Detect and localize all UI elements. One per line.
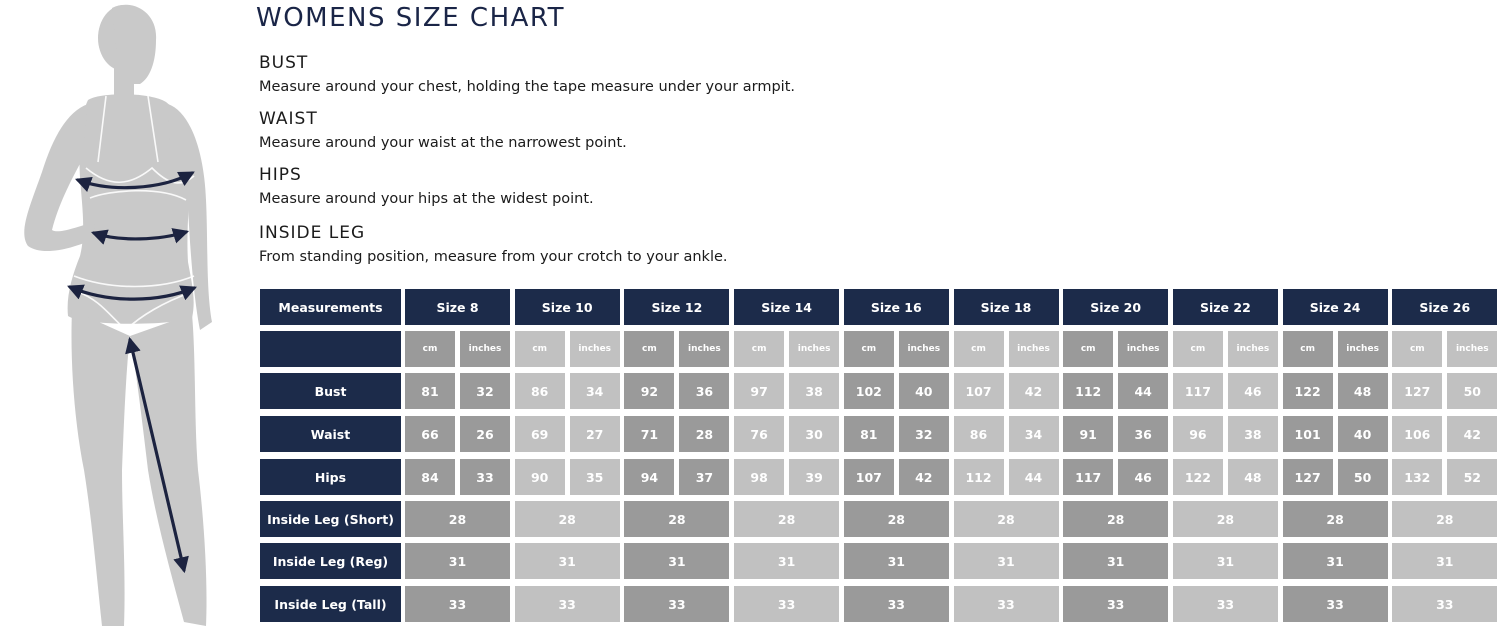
header-size: Size 12	[624, 289, 729, 325]
guide-heading-inside-leg: INSIDE LEG	[259, 223, 366, 243]
guide-bust	[259, 53, 795, 97]
unit-inches-label: inches	[460, 331, 510, 367]
inside-leg-value: 31	[1173, 543, 1278, 579]
inside-leg-value: 31	[1063, 543, 1168, 579]
bust-cm-value: 127	[1392, 373, 1442, 409]
unit-cm-label: cm	[844, 331, 894, 367]
unit-cm-label: cm	[405, 331, 455, 367]
header-size: Size 18	[954, 289, 1059, 325]
bust-inches-value: 40	[899, 373, 949, 409]
row-label-inside-leg: Inside Leg (Short)	[260, 501, 401, 537]
waist-cm-value: 91	[1063, 416, 1113, 452]
waist-inches-value: 28	[679, 416, 729, 452]
hips-cm-value: 98	[734, 459, 784, 495]
hips-inches-value: 39	[789, 459, 839, 495]
header-size: Size 26	[1392, 289, 1497, 325]
bust-cm-value: 92	[624, 373, 674, 409]
waist-inches-value: 27	[570, 416, 620, 452]
hips-inches-value: 44	[1009, 459, 1059, 495]
bust-inches-value: 36	[679, 373, 729, 409]
inside-leg-value: 31	[515, 543, 620, 579]
inside-leg-value: 31	[624, 543, 729, 579]
header-measurements: Measurements	[260, 289, 401, 325]
waist-inches-value: 36	[1118, 416, 1168, 452]
guide-text-waist: Measure around your waist at the narrowest point.	[259, 135, 627, 151]
bust-cm-value: 122	[1283, 373, 1333, 409]
header-size: Size 10	[515, 289, 620, 325]
row-label-inside-leg: Inside Leg (Reg)	[260, 543, 401, 579]
waist-inches-value: 40	[1338, 416, 1388, 452]
hips-cm-value: 90	[515, 459, 565, 495]
guide-hips	[259, 165, 594, 209]
unit-inches-label: inches	[570, 331, 620, 367]
unit-inches-label: inches	[1228, 331, 1278, 367]
hips-cm-value: 117	[1063, 459, 1113, 495]
bust-inches-value: 34	[570, 373, 620, 409]
waist-cm-value: 96	[1173, 416, 1223, 452]
hips-cm-value: 84	[405, 459, 455, 495]
inside-leg-value: 28	[954, 501, 1059, 537]
inside-leg-value: 28	[1063, 501, 1168, 537]
inside-leg-value: 28	[1283, 501, 1388, 537]
header-size: Size 22	[1173, 289, 1278, 325]
guide-text-inside-leg: From standing position, measure from your crotch to your ankle.	[259, 249, 728, 265]
inside-leg-value: 31	[1283, 543, 1388, 579]
bust-cm-value: 86	[515, 373, 565, 409]
inside-leg-value: 28	[624, 501, 729, 537]
row-label-hips: Hips	[260, 459, 401, 495]
page-title: WOMENS SIZE CHART	[256, 3, 565, 33]
unit-inches-label: inches	[899, 331, 949, 367]
waist-inches-value: 30	[789, 416, 839, 452]
header-size: Size 20	[1063, 289, 1168, 325]
bust-cm-value: 117	[1173, 373, 1223, 409]
hips-inches-value: 35	[570, 459, 620, 495]
inside-leg-value: 33	[844, 586, 949, 622]
bust-inches-value: 46	[1228, 373, 1278, 409]
hips-inches-value: 42	[899, 459, 949, 495]
waist-inches-value: 32	[899, 416, 949, 452]
waist-cm-value: 76	[734, 416, 784, 452]
guide-heading-bust: BUST	[259, 53, 309, 73]
inside-leg-value: 33	[1173, 586, 1278, 622]
unit-inches-label: inches	[1009, 331, 1059, 367]
bust-inches-value: 42	[1009, 373, 1059, 409]
unit-cm-label: cm	[734, 331, 784, 367]
inside-leg-value: 31	[1392, 543, 1497, 579]
waist-cm-value: 66	[405, 416, 455, 452]
unit-cm-label: cm	[954, 331, 1004, 367]
hips-inches-value: 37	[679, 459, 729, 495]
inside-leg-value: 28	[734, 501, 839, 537]
waist-cm-value: 86	[954, 416, 1004, 452]
inside-leg-value: 33	[1063, 586, 1168, 622]
hips-inches-value: 46	[1118, 459, 1168, 495]
waist-inches-value: 38	[1228, 416, 1278, 452]
row-label-waist: Waist	[260, 416, 401, 452]
guide-waist	[259, 109, 627, 153]
inside-leg-value: 28	[1173, 501, 1278, 537]
hips-cm-value: 127	[1283, 459, 1333, 495]
inside-leg-value: 31	[844, 543, 949, 579]
inside-leg-value: 33	[734, 586, 839, 622]
body-measurement-figure	[0, 0, 240, 634]
header-size: Size 8	[405, 289, 510, 325]
unit-row-label	[260, 331, 401, 367]
inside-leg-value: 28	[515, 501, 620, 537]
hips-cm-value: 112	[954, 459, 1004, 495]
hips-inches-value: 52	[1447, 459, 1497, 495]
bust-cm-value: 81	[405, 373, 455, 409]
inside-leg-value: 31	[405, 543, 510, 579]
unit-cm-label: cm	[1173, 331, 1223, 367]
unit-inches-label: inches	[789, 331, 839, 367]
inside-leg-value: 33	[1283, 586, 1388, 622]
inside-leg-value: 28	[405, 501, 510, 537]
hips-inches-value: 33	[460, 459, 510, 495]
inside-leg-value: 33	[515, 586, 620, 622]
waist-inches-value: 42	[1447, 416, 1497, 452]
header-size: Size 16	[844, 289, 949, 325]
row-label-inside-leg: Inside Leg (Tall)	[260, 586, 401, 622]
inside-leg-value: 31	[954, 543, 1059, 579]
inside-leg-value: 33	[954, 586, 1059, 622]
waist-cm-value: 101	[1283, 416, 1333, 452]
inside-leg-value: 28	[844, 501, 949, 537]
guide-heading-hips: HIPS	[259, 165, 302, 185]
guide-inside-leg	[259, 223, 728, 267]
bust-inches-value: 44	[1118, 373, 1168, 409]
waist-cm-value: 81	[844, 416, 894, 452]
waist-inches-value: 26	[460, 416, 510, 452]
hips-cm-value: 122	[1173, 459, 1223, 495]
bust-inches-value: 50	[1447, 373, 1497, 409]
guide-text-bust: Measure around your chest, holding the tape measure under your armpit.	[259, 79, 795, 95]
guide-heading-waist: WAIST	[259, 109, 318, 129]
hips-cm-value: 107	[844, 459, 894, 495]
unit-inches-label: inches	[679, 331, 729, 367]
inside-leg-value: 33	[1392, 586, 1497, 622]
bust-inches-value: 38	[789, 373, 839, 409]
hips-cm-value: 132	[1392, 459, 1442, 495]
unit-inches-label: inches	[1118, 331, 1168, 367]
bust-cm-value: 107	[954, 373, 1004, 409]
header-size: Size 24	[1283, 289, 1388, 325]
inside-leg-value: 28	[1392, 501, 1497, 537]
header-size: Size 14	[734, 289, 839, 325]
bust-cm-value: 97	[734, 373, 784, 409]
hips-cm-value: 94	[624, 459, 674, 495]
unit-inches-label: inches	[1338, 331, 1388, 367]
unit-cm-label: cm	[1392, 331, 1442, 367]
bust-cm-value: 112	[1063, 373, 1113, 409]
unit-cm-label: cm	[1063, 331, 1113, 367]
waist-cm-value: 71	[624, 416, 674, 452]
inside-leg-value: 33	[405, 586, 510, 622]
waist-inches-value: 34	[1009, 416, 1059, 452]
bust-cm-value: 102	[844, 373, 894, 409]
bust-inches-value: 32	[460, 373, 510, 409]
bust-inches-value: 48	[1338, 373, 1388, 409]
unit-cm-label: cm	[1283, 331, 1333, 367]
guide-text-hips: Measure around your hips at the widest point.	[259, 191, 594, 207]
waist-cm-value: 69	[515, 416, 565, 452]
inside-leg-value: 31	[734, 543, 839, 579]
hips-inches-value: 50	[1338, 459, 1388, 495]
waist-cm-value: 106	[1392, 416, 1442, 452]
inside-leg-value: 33	[624, 586, 729, 622]
unit-inches-label: inches	[1447, 331, 1497, 367]
unit-cm-label: cm	[515, 331, 565, 367]
unit-cm-label: cm	[624, 331, 674, 367]
row-label-bust: Bust	[260, 373, 401, 409]
hips-inches-value: 48	[1228, 459, 1278, 495]
